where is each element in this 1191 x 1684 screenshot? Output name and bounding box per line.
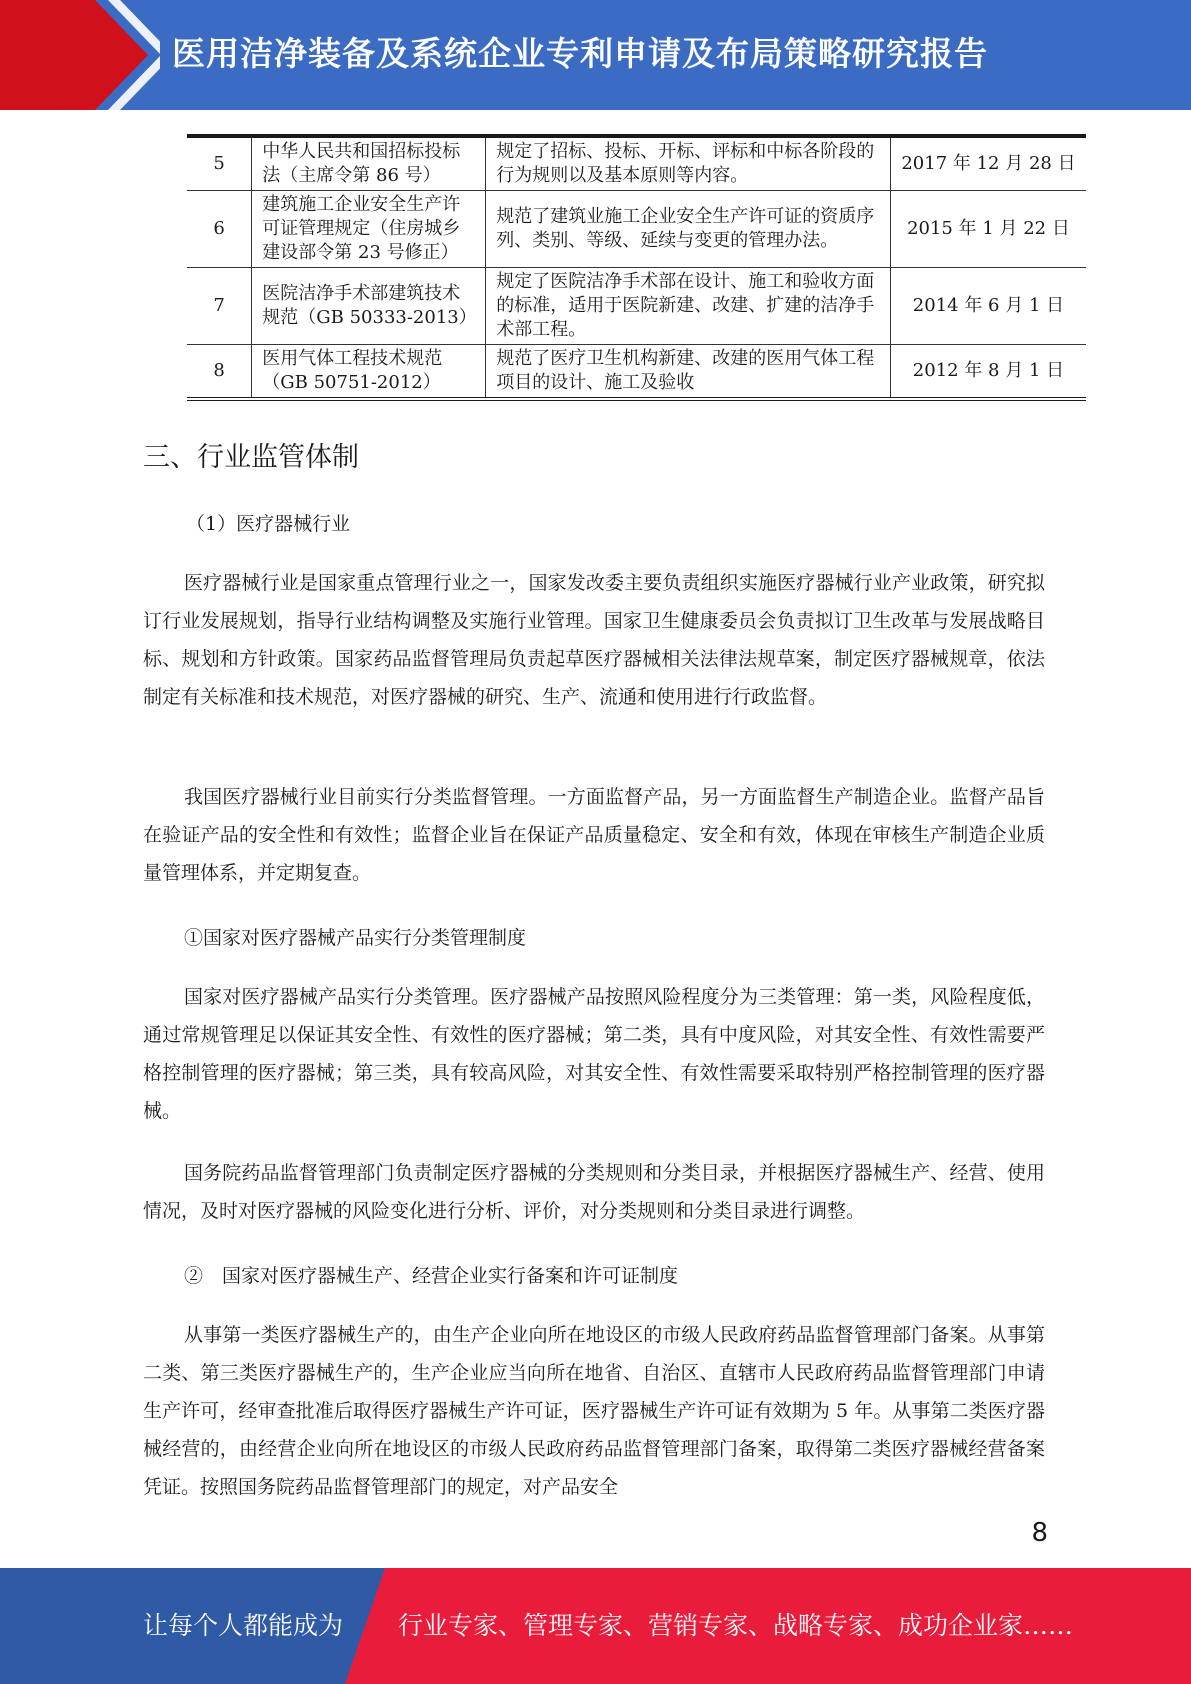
table-row [187, 345, 1086, 400]
law-name: 建筑施工企业安全生产许可证管理规定（住房城乡建设部令第 23 号修正） [252, 191, 486, 268]
law-name: 中华人民共和国招标投标法（主席令第 86 号） [252, 136, 486, 191]
effective-date: 2015 年 1 月 22 日 [890, 191, 1086, 268]
footer-slogan-left: 让每个人都能成为 [143, 1611, 344, 1640]
section-heading: 三、行业监管体制 [143, 442, 359, 473]
red-chevron-icon [0, 0, 160, 110]
row-number: 5 [187, 136, 252, 191]
paragraph: 从事第一类医疗器械生产的，由生产企业向所在地设区的市级人民政府药品监督管理部门备案。从事第二类、第三类医疗器械生产的，生产企业应当向所在地省、自治区、直辖市人民政府药品监督管理部门申请生产许可，经审查批准后取得医疗器械生产许可证，医疗器械生产许可证有效期为 5 年。从事第二类医疗器械经营的，由经营企业向所在地设区的市级人民政府药品监督管理部门备案，取得第二类医疗器械经营备案凭证。按照国务院药品监督管理部门的规定，对产品安全 [143, 1324, 1045, 1498]
law-name: 医院洁净手术部建筑技术规范（GB 50333-2013） [252, 268, 486, 345]
table-row [187, 136, 1086, 191]
page-number: 8 [1031, 1518, 1048, 1548]
subsection-heading: ② 国家对医疗器械生产、经营企业实行备案和许可证制度 [184, 1265, 679, 1287]
law-description: 规定了招标、投标、开标、评标和中标各阶段的行为规则以及基本原则等内容。 [486, 136, 891, 191]
paragraph: 医疗器械行业是国家重点管理行业之一，国家发改委主要负责组织实施医疗器械行业产业政策，研究拟订行业发展规划，指导行业结构调整及实施行业管理。国家卫生健康委员会负责拟订卫生改革与发展战略目标、规划和方针政策。国家药品监督管理局负责起草医疗器械相关法律法规草案，制定医疗器械规章，依法制定有关标准和技术规范，对医疗器械的研究、生产、流通和使用进行行政监督。 [143, 572, 1045, 708]
subsection-heading: ①国家对医疗器械产品实行分类管理制度 [184, 927, 527, 949]
paragraph: 国务院药品监督管理部门负责制定医疗器械的分类规则和分类目录，并根据医疗器械生产、经营、使用情况，及时对医疗器械的风险变化进行分析、评价，对分类规则和分类目录进行调整。 [143, 1162, 1045, 1222]
table-row [187, 191, 1086, 268]
table-row [187, 268, 1086, 345]
page-footer [0, 1568, 1191, 1684]
subsection-heading: （1）医疗器械行业 [186, 513, 351, 535]
law-table [187, 134, 1086, 401]
report-title: 医用洁净装备及系统企业专利申请及布局策略研究报告 [172, 34, 988, 73]
page-header [0, 0, 1191, 110]
paragraph: 国家对医疗器械产品实行分类管理。医疗器械产品按照风险程度分为三类管理：第一类，风险程度低，通过常规管理足以保证其安全性、有效性的医疗器械；第二类，具有中度风险，对其安全性、有效性需要严格控制管理的医疗器械；第三类，具有较高风险，对其安全性、有效性需要采取特别严格控制管理的医疗器械。 [143, 986, 1045, 1122]
law-description: 规范了医疗卫生机构新建、改建的医用气体工程项目的设计、施工及验收 [486, 345, 891, 400]
footer-slogan-right: 行业专家、管理专家、营销专家、战略专家、成功企业家…… [398, 1611, 1074, 1640]
row-number: 7 [187, 268, 252, 345]
law-description: 规范了建筑业施工企业安全生产许可证的资质序列、类别、等级、延续与变更的管理办法。 [486, 191, 891, 268]
effective-date: 2017 年 12 月 28 日 [890, 136, 1086, 191]
law-name: 医用气体工程技术规范（GB 50751-2012） [252, 345, 486, 400]
row-number: 6 [187, 191, 252, 268]
effective-date: 2014 年 6 月 1 日 [890, 268, 1086, 345]
law-description: 规定了医院洁净手术部在设计、施工和验收方面的标准，适用于医院新建、改建、扩建的洁净手术部工程。 [486, 268, 891, 345]
paragraph: 我国医疗器械行业目前实行分类监督管理。一方面监督产品，另一方面监督生产制造企业。监督产品旨在验证产品的安全性和有效性；监督企业旨在保证产品质量稳定、安全和有效，体现在审核生产制造企业质量管理体系，并定期复查。 [143, 786, 1045, 884]
row-number: 8 [187, 345, 252, 400]
effective-date: 2012 年 8 月 1 日 [890, 345, 1086, 400]
